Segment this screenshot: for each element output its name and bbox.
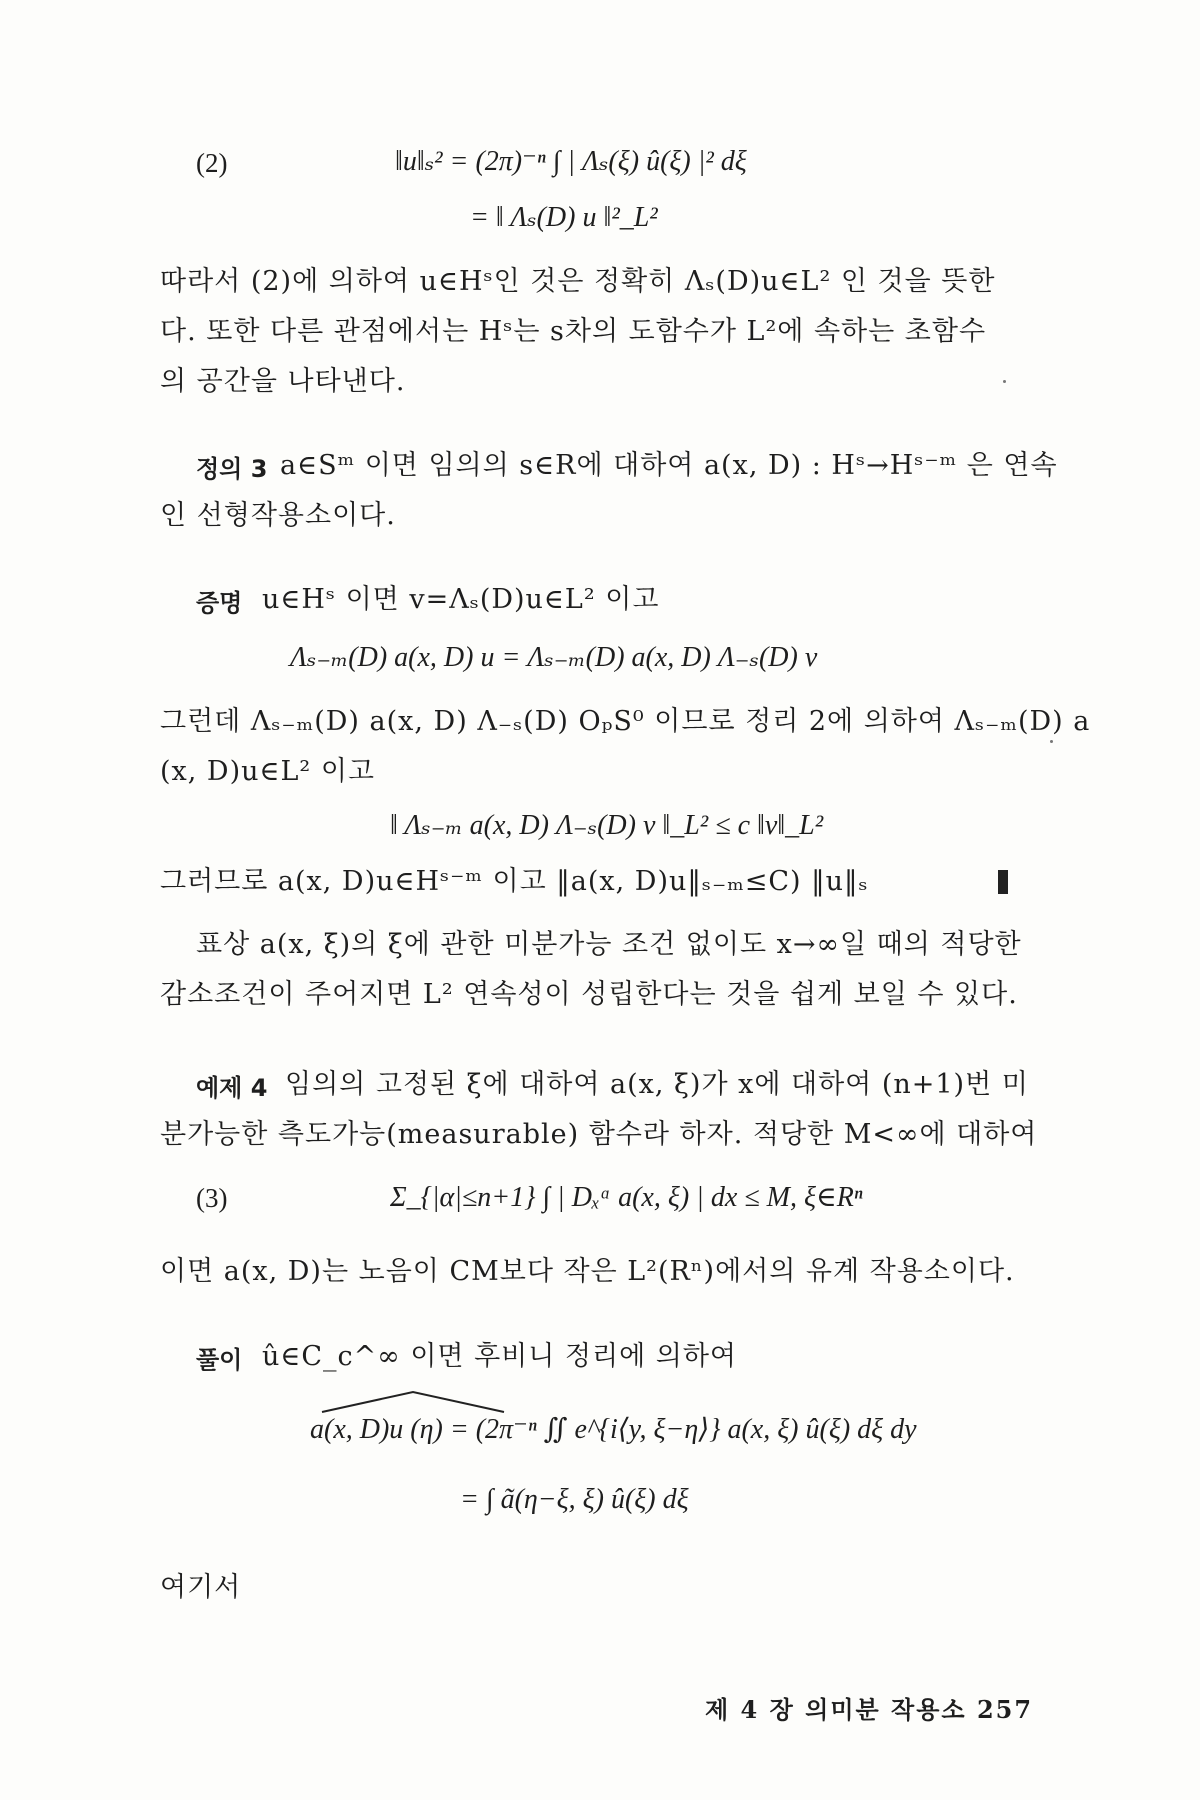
scan-speck <box>1003 380 1006 383</box>
proof-text-line-2: 그런데 Λₛ₋ₘ(D) a(x, D) Λ₋ₛ(D) OₚS⁰ 이므로 정리 2에 의하여 Λₛ₋ₘ(D) a <box>160 706 1091 737</box>
equation-2-line-2: = ‖ Λₛ(D) u ‖²_L² <box>470 202 658 233</box>
paragraph-1-line-2: 다. 또한 다른 관점에서는 Hˢ는 s차의 도함수가 L²에 속하는 초함수 <box>160 316 987 347</box>
paragraph-2-line-2: 감소조건이 주어지면 L² 연속성이 성립한다는 것을 쉽게 보일 수 있다. <box>160 979 1018 1010</box>
proof-text-line-3: (x, D)u∈L² 이고 <box>160 756 375 787</box>
paragraph-2-line-1: 표상 a(x, ξ)의 ξ에 관한 미분가능 조건 없이도 x→∞일 때의 적당한 <box>196 929 1022 960</box>
fourier-hat-accent <box>318 1388 508 1414</box>
paragraph-3: 이면 a(x, D)는 노음이 CM보다 작은 L²(Rⁿ)에서의 유계 작용소이다. <box>160 1256 1015 1287</box>
proof-conclusion-line: 그러므로 a(x, D)u∈Hˢ⁻ᵐ 이고 ‖a(x, D)u‖ₛ₋ₘ≤C) ‖u‖ₛ <box>160 866 869 897</box>
proof-display-equation-1: Λₛ₋ₘ(D) a(x, D) u = Λₛ₋ₘ(D) a(x, D) Λ₋ₛ(D) v <box>290 642 818 673</box>
proof-display-equation-2: ‖ Λₛ₋ₘ a(x, D) Λ₋ₛ(D) v ‖_L² ≤ c ‖v‖_L² <box>390 810 824 841</box>
solution-last-line: 여기서 <box>160 1572 242 1603</box>
definition-3-line-2: 인 선형작용소이다. <box>160 500 396 531</box>
equation-2-line-1: ‖u‖ₛ² = (2π)⁻ⁿ ∫ | Λₛ(ξ) û(ξ) |² dξ <box>395 146 747 177</box>
qed-mark <box>998 870 1008 894</box>
proof-label: 증명 <box>196 589 243 617</box>
solution-line-1: û∈C_c^∞ 이면 후비니 정리에 의하여 <box>262 1341 738 1372</box>
solution-display-equation-2: = ∫ ã(η−ξ, ξ) û(ξ) dξ <box>460 1484 689 1515</box>
equation-number-2: (2) <box>196 148 228 178</box>
definition-3-line-1: a∈Sᵐ 이면 임의의 s∈R에 대하여 a(x, D) : Hˢ→Hˢ⁻ᵐ 은 연속 <box>280 450 1058 481</box>
page-footer: 제 4 장 의미분 작용소 257 <box>705 1695 1034 1724</box>
example-4-line-2: 분가능한 측도가능(measurable) 함수라 하자. 적당한 M<∞에 대하여 <box>160 1119 1038 1150</box>
proof-line-1: u∈Hˢ 이면 v=Λₛ(D)u∈L² 이고 <box>262 584 660 615</box>
paragraph-1-line-1: 따라서 (2)에 의하여 u∈Hˢ인 것은 정확히 Λₛ(D)u∈L² 인 것을 뜻한 <box>160 266 996 297</box>
example-4-label: 예제 4 <box>196 1074 268 1102</box>
scan-speck <box>1050 740 1053 743</box>
definition-3-label: 정의 3 <box>196 455 268 483</box>
solution-label: 풀이 <box>196 1346 243 1374</box>
example-4-line-1: 임의의 고정된 ξ에 대하여 a(x, ξ)가 x에 대하여 (n+1)번 미 <box>285 1069 1029 1100</box>
solution-display-equation-1: a(x, D)u (η) = (2π⁻ⁿ ∬ e^{i⟨y, ξ−η⟩} a(x, ξ) û(ξ) dξ dy <box>310 1414 917 1445</box>
paragraph-1-line-3: 의 공간을 나타낸다. <box>160 366 406 397</box>
equation-3-body: Σ_{|α|≤n+1} ∫ | Dₓᵅ a(x, ξ) | dx ≤ M, ξ∈Rⁿ <box>390 1182 863 1213</box>
equation-number-3: (3) <box>196 1183 228 1213</box>
